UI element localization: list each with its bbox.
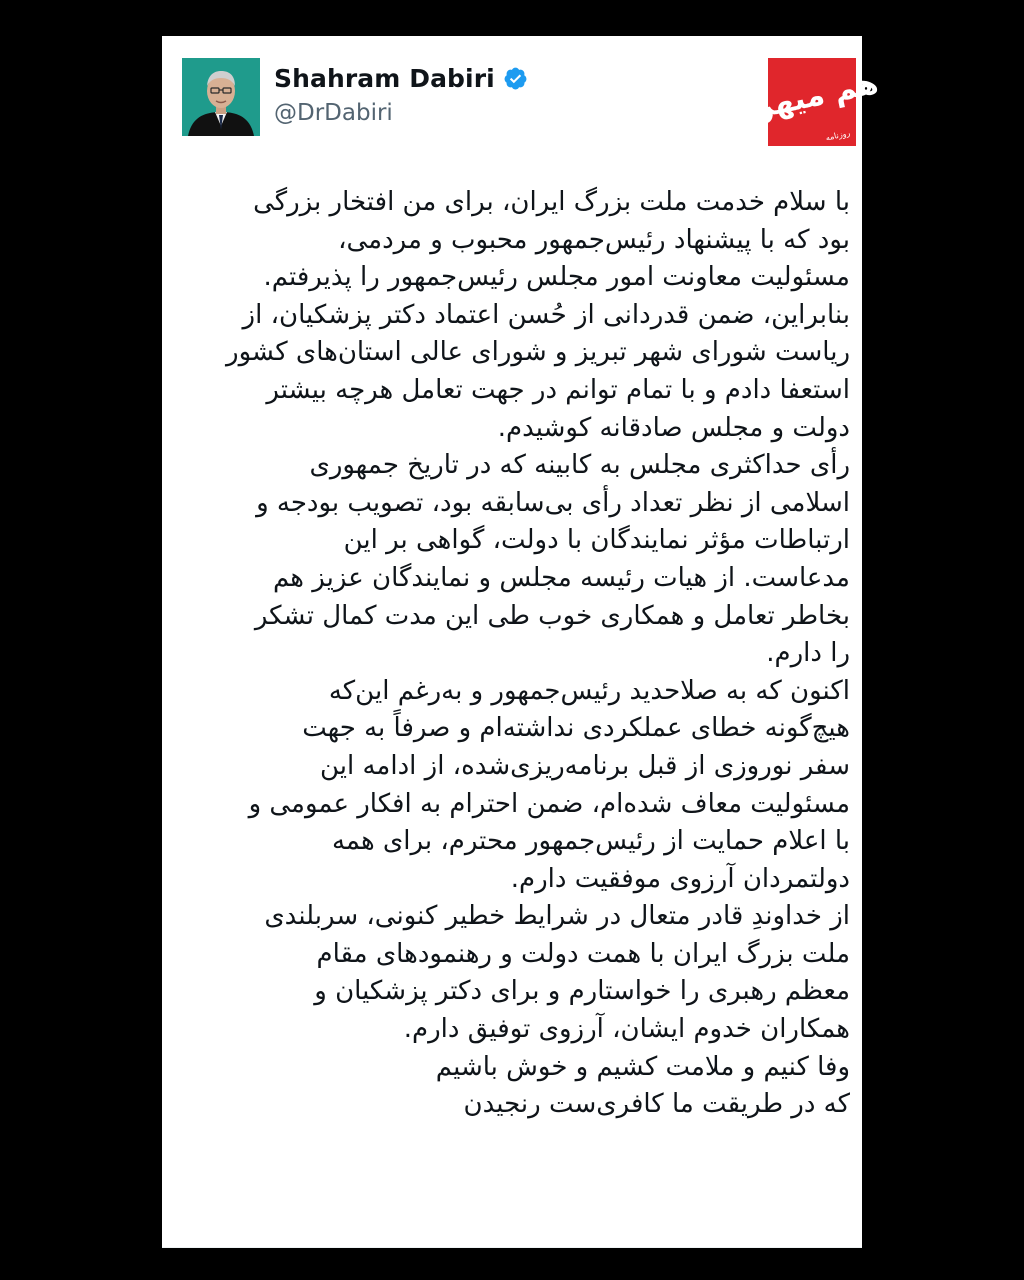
- name-row: [274, 62, 528, 94]
- tweet-text: [178, 184, 850, 1124]
- tweet-line: بخاطر تعامل و همکاری خوب طی این مدت کمال تشکر: [254, 600, 850, 631]
- display-name[interactable]: Shahram Dabiri: [274, 63, 495, 93]
- verified-badge-icon: [503, 66, 528, 91]
- logo-subtext: روزنامه: [824, 128, 851, 143]
- tweet-line: که در طریقت ما کافری‌ست رنجیدن: [463, 1089, 850, 1120]
- tweet-line: را دارم.: [766, 638, 850, 669]
- tweet-line: هیچ‌گونه خطای عملکردی نداشته‌ام و صرفاً به جهت: [302, 713, 850, 744]
- tweet-line: رأی حداکثری مجلس به کابینه که در تاریخ جمهوری: [309, 450, 850, 481]
- bottom-divider: [162, 1247, 862, 1248]
- tweet-line: استعفا دادم و با تمام توانم در جهت تعامل هرچه بیشتر: [266, 374, 850, 405]
- tweet-line: بنابراین، ضمن قدردانی از حُسن اعتماد دکتر پزشکیان، از: [242, 299, 850, 330]
- tweet-line: ملت بزرگ ایران با همت دولت و رهنمودهای مقام: [316, 938, 850, 969]
- tweet-line: سفر نوروزی از قبل برنامه‌ریزی‌شده، از ادامه این: [319, 750, 850, 781]
- tweet-header: [162, 36, 882, 146]
- tweet-line: با سلام خدمت ملت بزرگ ایران، برای من افتخار بزرگی: [253, 187, 850, 217]
- tweet-line: مدعاست. از هیات رئیسه مجلس و نمایندگان عزیز هم: [272, 562, 850, 593]
- tweet-line: همکاران خدوم ایشان، آرزوی توفیق دارم.: [403, 1014, 850, 1045]
- tweet-line: ریاست شورای شهر تبریز و شورای عالی استان‌های کشور: [226, 337, 850, 368]
- tweet-line: از خداوندِ قادر متعال در شرایط خطیر کنونی، سربلندی: [264, 901, 850, 932]
- tweet-line: ارتباطات مؤثر نمایندگان با دولت، گواهی بر این: [343, 525, 850, 556]
- avatar[interactable]: [182, 58, 260, 136]
- logo-wordmark: هم میهن: [744, 65, 882, 128]
- publisher-logo: [744, 58, 882, 146]
- tweet-line: بود که با پیشنهاد رئیس‌جمهور محبوب و مردمی،: [338, 224, 850, 255]
- tweet-line: مسئولیت معاونت امور مجلس رئیس‌جمهور را پذیرفتم.: [263, 262, 850, 293]
- tweet-line: اکنون که به صلاحدید رئیس‌جمهور و به‌رغم این‌که: [328, 675, 850, 706]
- tweet-line: اسلامی از نظر تعداد رأی بی‌سابقه بود، تصویب بودجه و: [256, 487, 850, 518]
- avatar-portrait-icon: [182, 58, 260, 136]
- tweet-line: دولت و مجلس صادقانه کوشیدم.: [497, 412, 850, 443]
- tweet-card: [162, 36, 882, 1248]
- tweet-line: با اعلام حمایت از رئیس‌جمهور محترم، برای همه: [331, 826, 850, 857]
- tweet-line: معظم رهبری را خواستارم و برای دکتر پزشکیان و: [314, 976, 850, 1007]
- user-handle[interactable]: @DrDabiri: [274, 100, 393, 126]
- tweet-line: دولتمردان آرزوی موفقیت دارم.: [510, 863, 850, 894]
- hammihan-logo-icon: [744, 58, 882, 146]
- tweet-line: مسئولیت معاف شده‌ام، ضمن احترام به افکار عمومی و: [248, 788, 850, 819]
- tweet-line: وفا کنیم و ملامت کشیم و خوش باشیم: [435, 1051, 850, 1082]
